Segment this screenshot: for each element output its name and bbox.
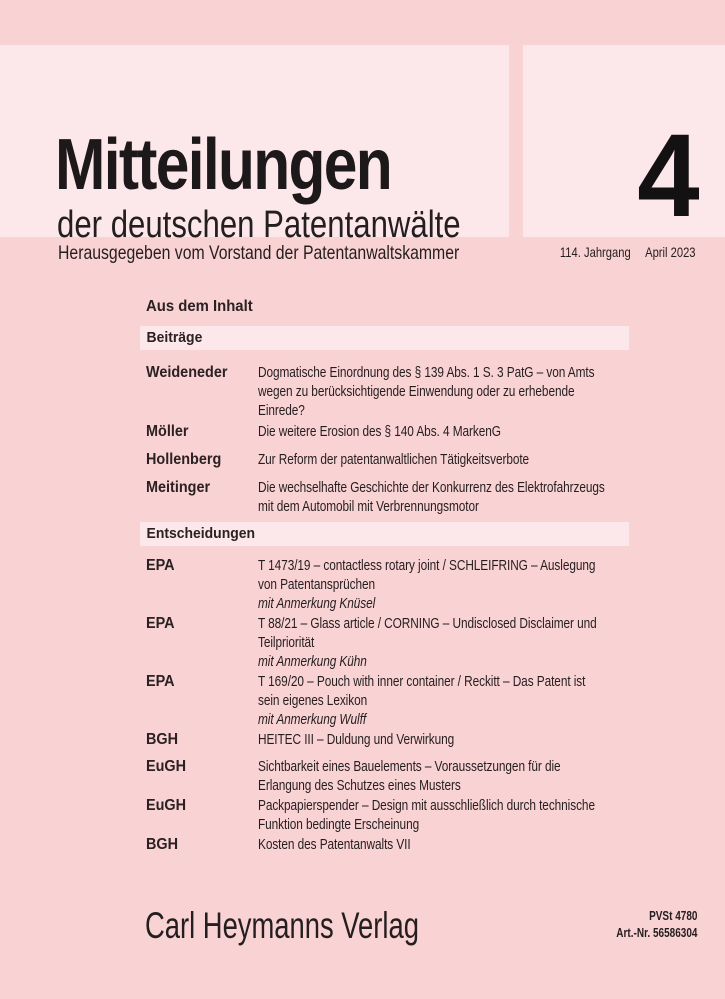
publisher-name: Carl Heymanns Verlag xyxy=(145,905,419,946)
toc-entry xyxy=(146,672,646,729)
contents-heading: Aus dem Inhalt xyxy=(146,298,253,315)
toc-entry xyxy=(146,556,646,613)
journal-title: Mitteilungen xyxy=(55,125,391,205)
entry-title-line: Sichtbarkeit eines Bauelements – Voraussetzungen für die xyxy=(258,758,561,775)
toc-entry xyxy=(146,757,646,795)
footer-codes xyxy=(616,908,697,942)
entry-title-line: Packpapierspender – Design mit ausschließlich durch technische xyxy=(258,797,595,814)
entscheidungen-entries xyxy=(146,556,646,862)
entry-title-line: Die weitere Erosion des § 140 Abs. 4 MarkenG xyxy=(258,423,501,440)
entry-title-line: von Patentansprüchen xyxy=(258,576,376,593)
toc-entry xyxy=(146,363,646,420)
entry-court: EPA xyxy=(146,673,175,690)
entry-court: EuGH xyxy=(146,797,187,814)
toc-entry xyxy=(146,478,646,516)
toc-entry xyxy=(146,422,646,441)
entry-title-line: Erlangung des Schutzes eines Musters xyxy=(258,777,461,794)
entry-title-line: T 88/21 – Glass article / CORNING – Undisclosed Disclaimer und xyxy=(258,615,597,632)
article-number: Art.-Nr. 56586304 xyxy=(615,926,697,940)
entry-court: EuGH xyxy=(146,758,187,775)
issue-meta xyxy=(560,244,696,261)
postal-registration: PVSt 4780 xyxy=(648,909,697,923)
toc-entry xyxy=(146,614,646,671)
entry-title-line: Dogmatische Einordnung des § 139 Abs. 1 S. 3 PatG – von Amts xyxy=(258,364,595,381)
issue-date: April 2023 xyxy=(645,244,696,260)
section-header-entscheidungen xyxy=(140,522,629,546)
entry-court: EPA xyxy=(146,615,175,632)
entry-court: BGH xyxy=(146,731,179,748)
entry-annotation-line: mit Anmerkung Kühn xyxy=(258,653,367,670)
entry-title-line: Zur Reform der patentanwaltlichen Tätigkeitsverbote xyxy=(258,451,530,468)
toc-entry xyxy=(146,730,646,749)
entry-author: Meitinger xyxy=(146,479,211,496)
entry-title-line: Funktion bedingte Erscheinung xyxy=(258,816,420,833)
section-title: Entscheidungen xyxy=(146,525,256,542)
journal-subtitle: der deutschen Patentanwälte xyxy=(57,204,461,246)
entry-title-line: mit dem Automobil mit Verbrennungsmotor xyxy=(258,498,479,515)
entry-annotation-line: mit Anmerkung Knüsel xyxy=(258,595,376,612)
toc-entry xyxy=(146,835,646,854)
entry-author: Möller xyxy=(146,423,189,440)
section-title: Beiträge xyxy=(146,329,203,346)
entry-title-line: Teilpriorität xyxy=(258,634,315,651)
entry-title-line: Die wechselhafte Geschichte der Konkurrenz des Elektrofahrzeugs xyxy=(258,479,605,496)
masthead-left-panel xyxy=(0,45,509,264)
entry-author: Weideneder xyxy=(146,364,228,381)
toc-entry xyxy=(146,796,646,834)
beitraege-entries xyxy=(146,363,646,518)
masthead-right-panel xyxy=(523,45,725,260)
toc-entry xyxy=(146,450,646,469)
entry-court: EPA xyxy=(146,557,175,574)
entry-annotation-line: mit Anmerkung Wulff xyxy=(258,711,367,728)
volume-label: 114. Jahrgang xyxy=(560,244,632,260)
entry-author: Hollenberg xyxy=(146,451,222,468)
entry-title-line: sein eigenes Lexikon xyxy=(258,692,368,709)
entry-title-line: Einrede? xyxy=(258,402,305,419)
entry-title-line: HEITEC III – Duldung und Verwirkung xyxy=(258,731,455,748)
section-header-beitraege xyxy=(140,326,629,350)
entry-court: BGH xyxy=(146,836,179,853)
issue-number: 4 xyxy=(637,110,700,242)
entry-title-line: T 1473/19 – contactless rotary joint / SCHLEIFRING – Auslegung xyxy=(258,557,596,574)
publisher-line: Herausgegeben vom Vorstand der Patentanwaltskammer xyxy=(58,242,460,264)
entry-title-line: Kosten des Patentanwalts VII xyxy=(258,836,411,853)
entry-title-line: wegen zu berücksichtigende Einwendung oder zu erhebende xyxy=(258,383,575,400)
entry-title-line: T 169/20 – Pouch with inner container / Reckitt – Das Patent ist xyxy=(258,673,586,690)
